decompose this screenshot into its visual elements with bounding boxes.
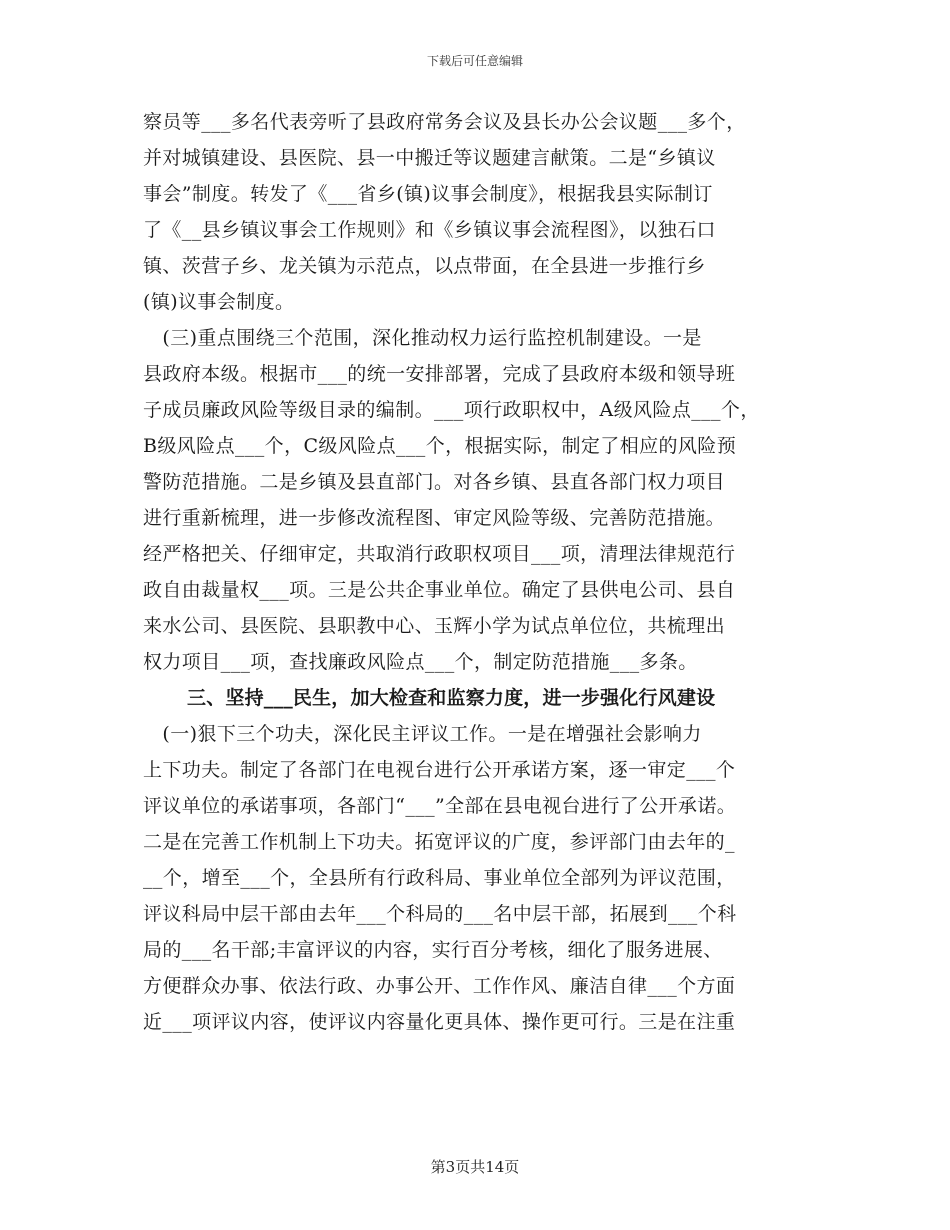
text-line: 镇、茨营子乡、龙关镇为示范点，以点带面，在全县进一步推行乡 [143, 255, 706, 277]
text-line: 方便群众办事、依法行政、办事公开、工作作风、廉洁自律___个方面 [143, 975, 736, 997]
text-line: 来水公司、县医院、县职教中心、玉辉小学为试点单位位，共梳理出 [143, 615, 726, 637]
page-header: 下载后可任意编辑 [426, 54, 523, 68]
text-line: 经严格把关、仔细审定，共取消行政职权项目___项，清理法律规范行 [143, 543, 736, 565]
text-line: 近___项评议内容，使评议内容量化更具体、操作更可行。三是在注重 [143, 1011, 736, 1033]
text-line: (一)狠下三个功夫，深化民主评议工作。一是在增强社会影响力 [143, 723, 702, 745]
text-line: 察员等___多名代表旁听了县政府常务会议及县长办公会议题___多个， [143, 111, 746, 133]
text-line: 并对城镇建设、县医院、县一中搬迁等议题建言献策。二是“乡镇议 [143, 147, 716, 169]
page-number-footer: 第3页共14页 [430, 1158, 520, 1176]
text-line: B级风险点___个，C级风险点___个，根据实际，制定了相应的风险预 [143, 435, 737, 457]
text-line: 县政府本级。根据市___的统一安排部署，完成了县政府本级和领导班 [143, 363, 736, 385]
text-line: 警防范措施。二是乡镇及县直部门。对各乡镇、县直各部门权力项目 [143, 471, 726, 493]
text-line: 上下功夫。制定了各部门在电视台进行公开承诺方案，逐一审定___个 [143, 759, 736, 781]
text-line: 局的___名干部;丰富评议的内容，实行百分考核，细化了服务进展、 [143, 939, 723, 961]
text-line: 权力项目___项，查找廉政风险点___个，制定防范措施___多条。 [143, 651, 698, 673]
text-line: 进行重新梳理，进一步修改流程图、审定风险等级、完善防范措施。 [143, 507, 726, 529]
text-line: 二是在完善工作机制上下功夫。拓宽评议的广度，参评部门由去年的_ [143, 831, 735, 853]
section-heading: 三、坚持___民生，加大检查和监察力度，进一步强化行风建设 [187, 687, 716, 709]
text-line: __个，增至___个，全县所有行政科局、事业单位全部列为评议范围， [143, 867, 736, 889]
text-line: (镇)议事会制度。 [143, 291, 295, 313]
text-line: 了《__县乡镇议事会工作规则》和《乡镇议事会流程图》，以独石口 [143, 219, 716, 241]
text-line: 评议科局中层干部由去年___个科局的___名中层干部，拓展到___个科 [143, 903, 737, 925]
text-line: 子成员廉政风险等级目录的编制。___项行政职权中，A级风险点___个， [143, 399, 760, 421]
text-line: (三)重点围绕三个范围，深化推动权力运行监控机制建设。一是 [143, 327, 702, 349]
document-body [143, 104, 833, 1040]
text-line: 政自由裁量权___项。三是公共企事业单位。确定了县供电公司、县自 [143, 579, 736, 601]
text-line: 事会”制度。转发了《___省乡(镇)议事会制度》，根据我县实际制订 [143, 183, 713, 205]
text-line: 评议单位的承诺事项，各部门“___”全部在县电视台进行了公开承诺。 [143, 795, 737, 817]
